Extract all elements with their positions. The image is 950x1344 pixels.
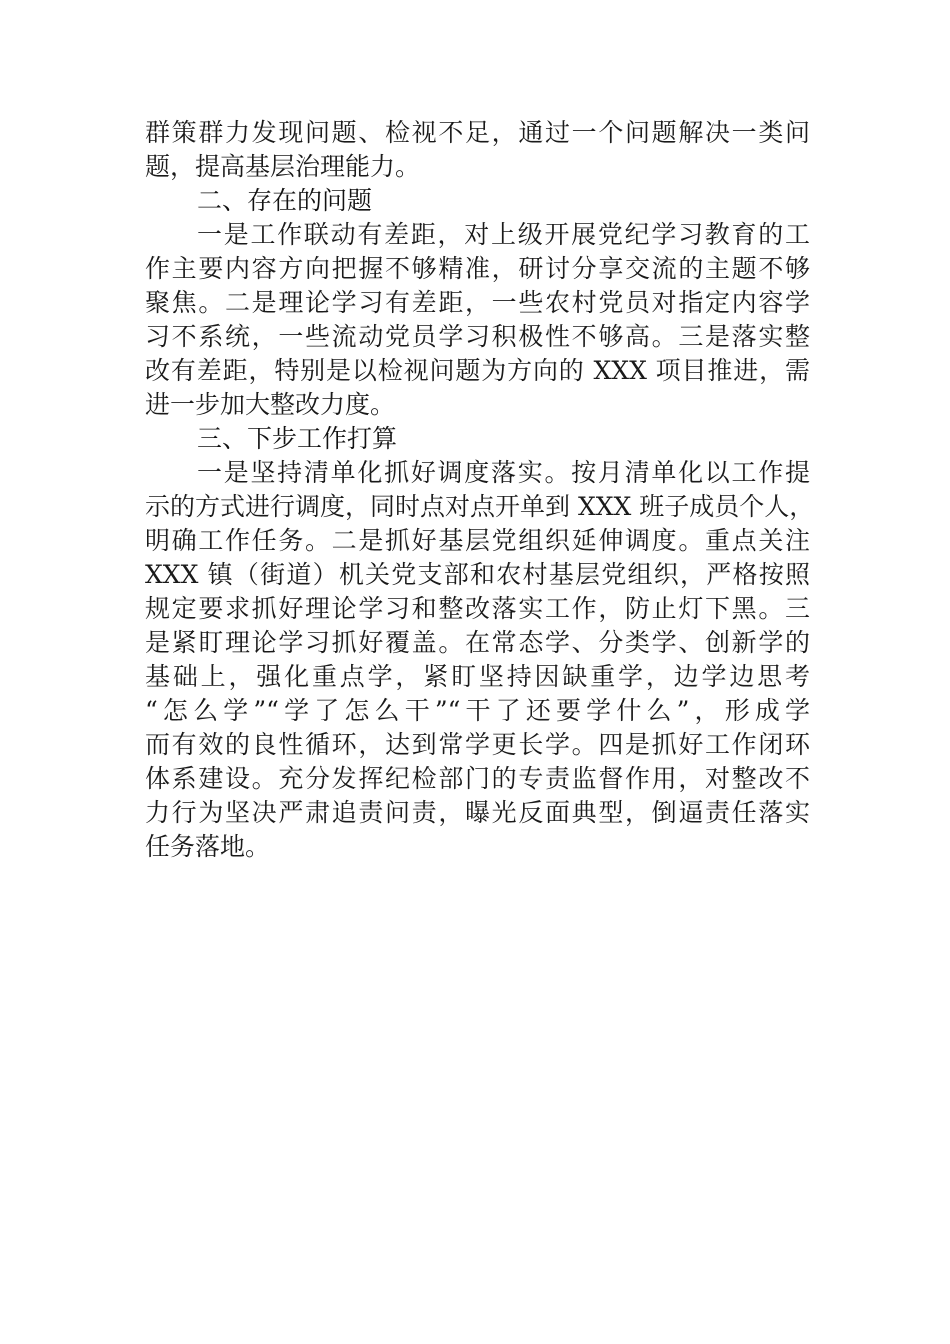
text-line: 聚焦。二是理论学习有差距，一些农村党员对指定内容学 xyxy=(145,288,810,317)
text-line: 习不系统，一些流动党员学习积极性不够高。三是落实整 xyxy=(145,322,810,351)
paragraph-problems xyxy=(145,218,810,422)
text-line: 改有差距，特别是以检视问题为方向的 XXX 项目推进，需 xyxy=(145,356,810,385)
document-body xyxy=(145,116,815,864)
text-line: 进一步加大整改力度。 xyxy=(145,390,396,419)
text-line: 作主要内容方向把握不够精准，研讨分享交流的主题不够 xyxy=(145,254,810,283)
text-line: 是紧盯理论学习抓好覆盖。在常态学、分类学、创新学的 xyxy=(145,628,810,657)
paragraph-next-steps xyxy=(145,456,815,864)
paragraph-continuation xyxy=(145,116,810,184)
text-line: 示的方式进行调度，同时点对点开单到 XXX 班子成员个人， xyxy=(145,492,815,521)
text-line: 题，提高基层治理能力。 xyxy=(145,152,421,181)
section-heading-problems: 二、存在的问题 xyxy=(197,186,373,215)
text-line: 一是工作联动有差距，对上级开展党纪学习教育的工 xyxy=(197,220,810,249)
text-line: 而有效的良性循环，达到常学更长学。四是抓好工作闭环 xyxy=(145,730,810,759)
text-line: 明确工作任务。二是抓好基层党组织延伸调度。重点关注 xyxy=(145,526,810,555)
text-line: XXX 镇（街道）机关党支部和农村基层党组织，严格按照 xyxy=(145,560,810,589)
text-line: 体系建设。充分发挥纪检部门的专责监督作用，对整改不 xyxy=(145,764,810,793)
text-line: 力行为坚决严肃追责问责，曝光反面典型，倒逼责任落实 xyxy=(145,798,810,827)
text-line: 规定要求抓好理论学习和整改落实工作，防止灯下黑。三 xyxy=(145,594,810,623)
text-line: “怎么学”“学了怎么干”“干了还要学什么”，形成学 xyxy=(145,696,810,725)
text-line: 一是坚持清单化抓好调度落实。按月清单化以工作提 xyxy=(197,458,810,487)
text-line: 群策群力发现问题、检视不足，通过一个问题解决一类问 xyxy=(145,118,810,147)
text-line: 任务落地。 xyxy=(145,832,271,861)
text-line: 基础上，强化重点学，紧盯坚持因缺重学，边学边思考 xyxy=(145,662,810,691)
section-heading-next-steps: 三、下步工作打算 xyxy=(197,424,398,453)
